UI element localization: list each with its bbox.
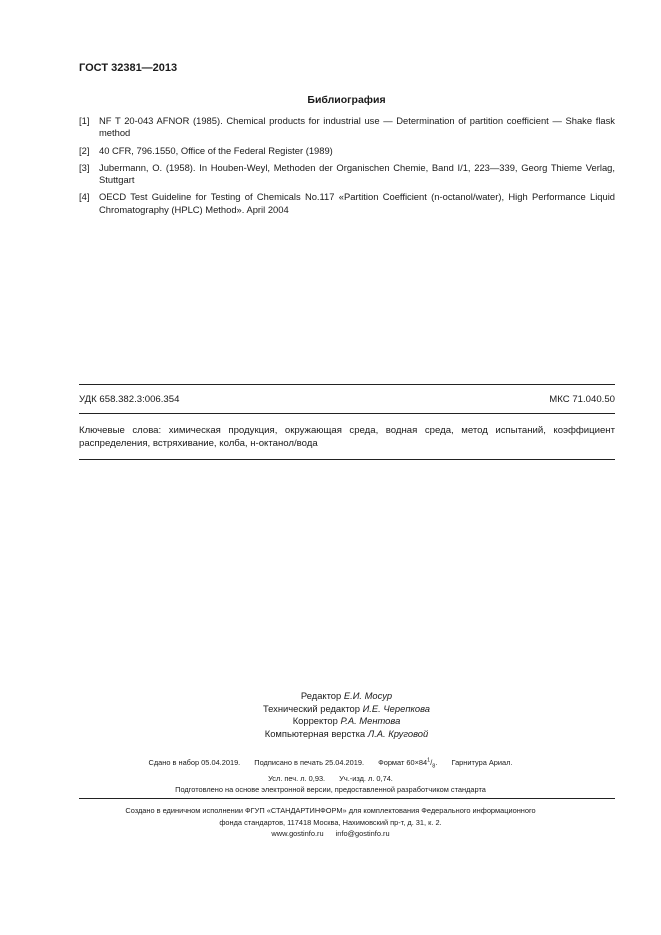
bibliography-item-number: [4] [79, 191, 90, 203]
staff-name: Р.А. Ментова [340, 715, 401, 726]
bibliography-item-number: [1] [79, 115, 90, 126]
bibliography-title: Библиография [307, 94, 386, 106]
staff-row-corrector [0, 715, 661, 728]
divider [79, 413, 615, 414]
divider [79, 459, 615, 460]
bibliography-item-text: Jubermann, O. (1958). In Houben-Weyl, Methoden der Organischen Chemie, Band I/1, 223—339, Georg Thieme Verlag, Stuttgart [99, 161, 615, 186]
pub-sheets: Уч.-изд. л. 0,74. [339, 773, 393, 783]
print-date: Подписано в печать 25.04.2019. [254, 758, 365, 768]
typeface: Гарнитура Ариал. [451, 758, 513, 768]
staff-name: И.Е. Черепкова [362, 702, 431, 714]
keywords: Ключевые слова: химическая продукция, окружающая среда, водная среда, метод испытаний, коэффициент распределения, встряхивание, колба, н-октанол/вода [79, 425, 615, 449]
paper-format: Формат $60\times 84^1/_8$. [378, 758, 438, 770]
staff-row-tech-editor [0, 703, 661, 716]
bibliography-item [79, 162, 615, 187]
set-date: Сдано в набор 05.04.2019. [148, 758, 241, 768]
bibliography-item [79, 145, 615, 157]
footer-contacts [0, 828, 661, 840]
bibliography-item-text: NF T 20-043 AFNOR (1985). Chemical products for industrial use — Determination of partition coefficient — Shake flask method [99, 115, 615, 139]
udk-code: УДК 658.382.3:006.354 [79, 394, 180, 405]
footer-line: Создано в единичном исполнении ФГУП «СТАНДАРТИНФОРМ» для комплектования Федерального информационного [125, 806, 536, 815]
email-link[interactable]: info@gostinfo.ru [335, 829, 390, 838]
bibliography-item-number: [2] [79, 144, 90, 156]
staff-role: Технический редактор [262, 702, 360, 714]
format-prefix: Формат 60×84 [378, 758, 428, 768]
publication-row [0, 773, 661, 784]
mks-code: МКС 71.040.50 [549, 394, 615, 405]
bibliography-item [79, 115, 615, 140]
staff-row-layout [0, 728, 661, 741]
staff-role: Редактор [300, 690, 342, 701]
divider [79, 798, 615, 799]
staff-role: Корректор [292, 715, 338, 726]
standard-id: ГОСТ 32381—2013 [79, 62, 178, 74]
format-denominator: 8 [432, 763, 436, 770]
bibliography-item-text: OECD Test Guideline for Testing of Chemicals No.117 «Partition Coefficient (n-octanol/water), High Performance Liquid Chromatography (HPLC) Method». April 2004 [99, 191, 615, 215]
publisher-footer [0, 805, 661, 840]
divider [79, 384, 615, 385]
prepared-note: Подготовлено на основе электронной версии, предоставленной разработчиком стандарта [175, 784, 486, 794]
footer-line: фонда стандартов, 117418 Москва, Нахимовский пр-т, д. 31, к. 2. [219, 817, 442, 827]
publication-info [0, 756, 661, 795]
format-numerator: 1 [427, 758, 431, 764]
staff-role: Компьютерная верстка [264, 727, 366, 739]
bibliography-item [79, 191, 615, 216]
bibliography-item-number: [3] [79, 161, 90, 173]
website-link[interactable]: www.gostinfo.ru [271, 829, 324, 838]
print-sheets: Усл. печ. л. 0,93. [268, 773, 326, 783]
publication-row [0, 756, 661, 773]
staff-name: Е.И. Мосур [343, 690, 393, 701]
bibliography-item-text: 40 CFR, 796.1550, Office of the Federal Register (1989) [99, 144, 333, 156]
staff-credits [0, 690, 661, 740]
staff-name: Л.А. Круговой [367, 727, 429, 739]
bibliography-list [79, 115, 615, 221]
staff-row-editor [0, 690, 661, 703]
